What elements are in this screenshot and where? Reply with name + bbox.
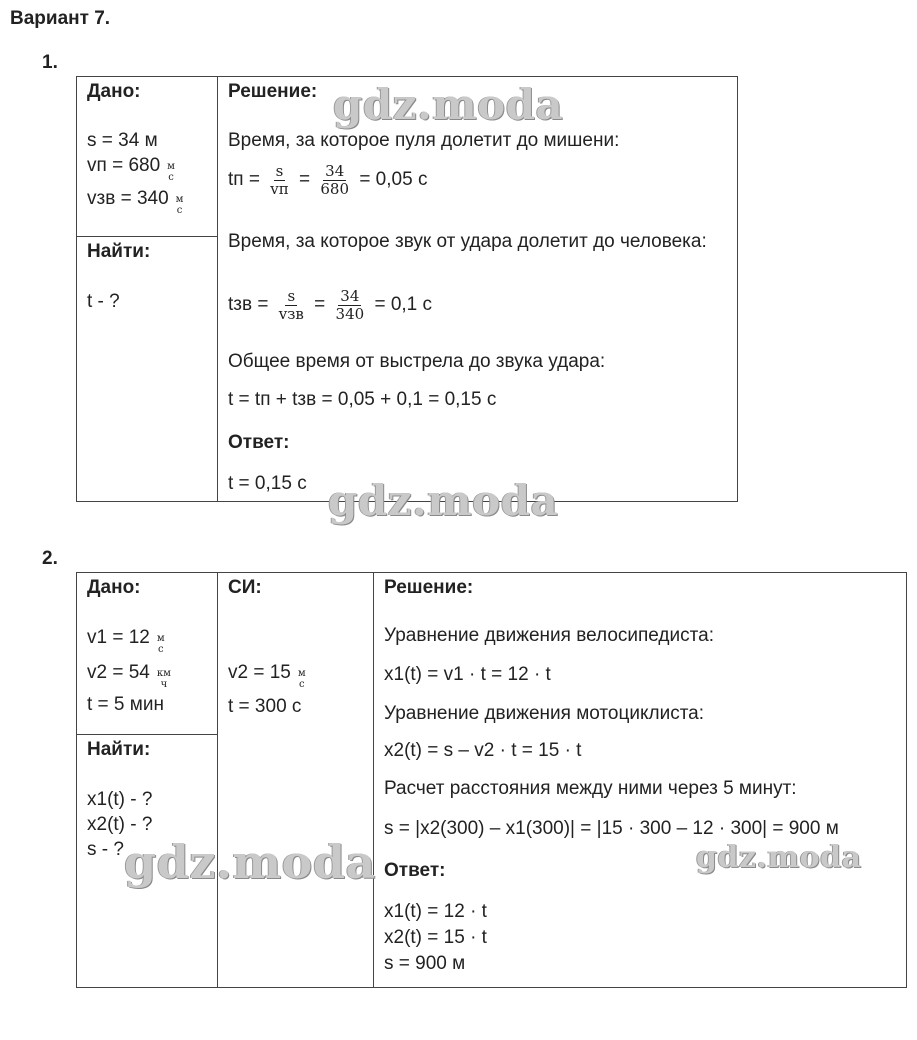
answer-x1: x1(t) = 12 · t: [384, 901, 487, 922]
answer-x2: x2(t) = 15 · t: [384, 927, 487, 948]
solution-label: Решение:: [228, 81, 318, 102]
find-label: Найти:: [87, 241, 151, 262]
find-t: t - ?: [87, 291, 120, 312]
problem-1-given-divider: [76, 236, 217, 237]
problem-2-divider-1: [217, 572, 218, 988]
given-s: s = 34 м: [87, 130, 158, 151]
formula-tp: tп = $\frac{s}{vп}$ = $\frac{34}{680}$ = 0,05 с: [228, 162, 428, 198]
page-title: Вариант 7.: [10, 8, 111, 29]
watermark: gdz.moda: [124, 835, 376, 889]
solution-label: Решение:: [384, 577, 474, 598]
problem-2-given-divider: [76, 734, 217, 735]
find-label: Найти:: [87, 739, 151, 760]
given-vzv: vзв = 340 м с: [87, 188, 184, 216]
answer-value: t = 0,15 с: [228, 473, 307, 494]
solution-text-1: Уравнение движения велосипедиста:: [384, 625, 714, 646]
find-x2: x2(t) - ?: [87, 814, 153, 835]
answer-s: s = 900 м: [384, 953, 466, 974]
watermark: gdz.moda: [696, 840, 862, 875]
given-label: Дано:: [87, 81, 141, 102]
problem-2-divider-2: [373, 572, 374, 988]
given-t: t = 5 мин: [87, 694, 164, 715]
given-vp: vп = 680 м с: [87, 155, 175, 183]
problem-1-number: 1.: [42, 52, 58, 73]
formula-x1: x1(t) = v1 · t = 12 · t: [384, 664, 551, 685]
find-x1: x1(t) - ?: [87, 789, 153, 810]
si-label: СИ:: [228, 577, 262, 598]
watermark: gdz.moda: [333, 80, 564, 129]
solution-text-2: Время, за которое звук от удара долетит до человека:: [228, 231, 707, 252]
formula-x2: x2(t) = s – v2 · t = 15 · t: [384, 740, 582, 761]
formula-total: t = tп + tзв = 0,05 + 0,1 = 0,15 с: [228, 389, 497, 410]
watermark: gdz.moda: [328, 476, 559, 525]
problem-2-number: 2.: [42, 548, 58, 569]
solution-text-1: Время, за которое пуля долетит до мишени:: [228, 130, 620, 151]
si-t: t = 300 с: [228, 696, 302, 717]
solution-text-2: Уравнение движения мотоциклиста:: [384, 703, 705, 724]
answer-label: Ответ:: [228, 432, 290, 453]
given-label: Дано:: [87, 577, 141, 598]
problem-1-divider: [217, 76, 218, 502]
formula-tzv: tзв = $\frac{s}{\text{vзв}}$ = $\frac{34}{340}$ = 0,1 с: [228, 287, 433, 323]
answer-label: Ответ:: [384, 860, 446, 881]
solution-text-3: Общее время от выстрела до звука удара:: [228, 351, 606, 372]
formula-distance: s = |x2(300) – x1(300)| = |15 · 300 – 12 · 300| = 900 м: [384, 818, 839, 839]
given-v1: v1 = 12 м с: [87, 627, 165, 655]
si-v2: v2 = 15 м с: [228, 662, 306, 690]
given-v2: v2 = 54 км ч: [87, 662, 171, 690]
find-s: s - ?: [87, 839, 124, 860]
solution-text-3: Расчет расстояния между ними через 5 минут:: [384, 778, 797, 799]
